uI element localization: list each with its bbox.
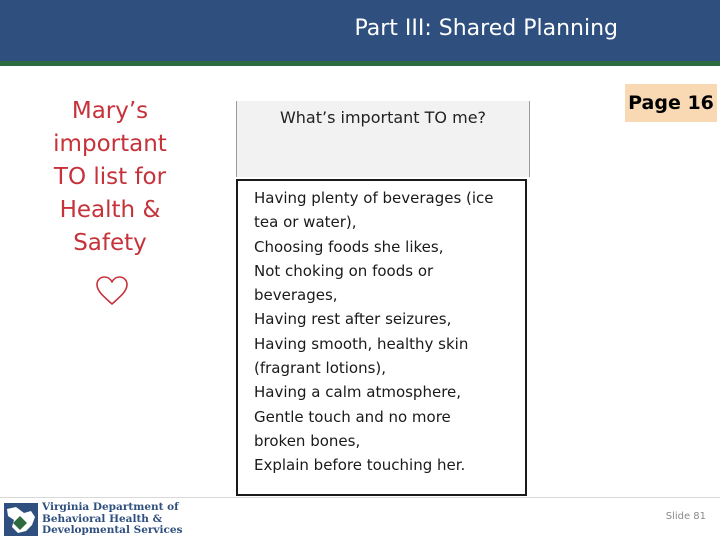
important-to-table bbox=[236, 101, 530, 498]
list-line: Having plenty of beverages (ice bbox=[254, 189, 494, 207]
logo-wordmark bbox=[42, 501, 183, 537]
side-heading-line: TO list for bbox=[53, 164, 167, 190]
list-line: broken bones, bbox=[254, 431, 361, 450]
logo-line: Behavioral Health & bbox=[42, 512, 163, 525]
slide-number: Slide 81 bbox=[665, 511, 706, 522]
table-header-cell bbox=[236, 101, 530, 177]
logo-line: Virginia Department of bbox=[42, 501, 179, 513]
table-body-cell bbox=[236, 179, 527, 496]
important-items-list bbox=[238, 181, 525, 478]
list-line: Having rest after seizures, bbox=[254, 310, 452, 329]
header-divider bbox=[0, 61, 720, 66]
list-line: Choosing foods she likes, bbox=[254, 237, 444, 256]
slide-title: Part III: Shared Planning bbox=[354, 16, 618, 41]
list-line: (fragrant lotions), bbox=[254, 359, 387, 378]
side-heading-line: Health & bbox=[59, 197, 161, 223]
side-heading-line: Mary’s bbox=[71, 98, 149, 124]
side-heading-line: Safety bbox=[73, 230, 147, 256]
list-line: beverages, bbox=[254, 286, 338, 305]
list-line: Not choking on foods or bbox=[254, 261, 434, 280]
list-line: Explain before touching her. bbox=[254, 456, 466, 475]
header-bar bbox=[0, 0, 720, 61]
heart-outline-icon bbox=[95, 275, 129, 307]
dbhds-logo-icon bbox=[4, 503, 38, 536]
list-line: Having a calm atmosphere, bbox=[254, 383, 462, 402]
page-number-badge: Page 16 bbox=[625, 84, 717, 122]
list-line: Having smooth, healthy skin bbox=[254, 334, 469, 353]
list-line: Gentle touch and no more bbox=[254, 407, 451, 426]
dbhds-logo bbox=[4, 501, 183, 538]
footer-divider bbox=[0, 497, 720, 498]
side-heading bbox=[40, 95, 180, 260]
table-heading: What’s important TO me? bbox=[279, 108, 487, 127]
side-heading-line: important bbox=[53, 131, 167, 157]
list-line: tea or water), bbox=[254, 213, 357, 232]
logo-line: Developmental Services bbox=[42, 524, 183, 536]
